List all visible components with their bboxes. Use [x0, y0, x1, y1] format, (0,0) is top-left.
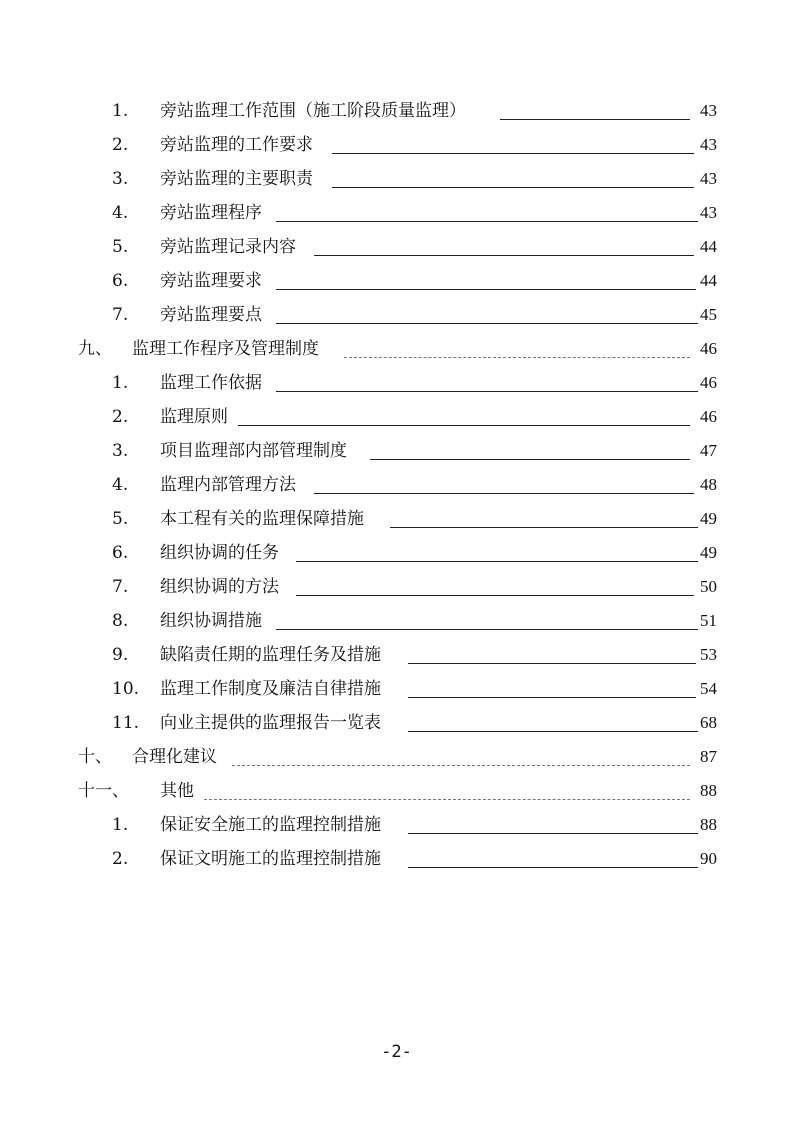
- toc-entry-title: 保证文明施工的监理控制措施: [160, 849, 381, 869]
- toc-entry-number: 1.: [112, 815, 129, 835]
- toc-entry-page: 43: [700, 169, 717, 188]
- toc-entry-number: 6.: [112, 271, 129, 291]
- toc-entry-title: 监理工作程序及管理制度: [132, 339, 319, 359]
- toc-entry-number: 九、: [78, 339, 112, 359]
- toc-entry-title: 旁站监理程序: [160, 203, 262, 223]
- toc-entry[interactable]: [0, 470, 793, 500]
- toc-entry-page: 43: [700, 135, 717, 154]
- toc-leader-line: [296, 595, 694, 596]
- toc-entry-page: 51: [700, 611, 717, 630]
- toc-leader-line: [232, 765, 690, 766]
- toc-entry-page: 46: [700, 373, 717, 392]
- toc-entry-number: 3.: [112, 441, 129, 461]
- toc-entry[interactable]: [0, 810, 793, 840]
- toc-entry-page: 46: [700, 407, 717, 426]
- toc-leader-line: [408, 697, 696, 698]
- toc-leader-line: [332, 187, 694, 188]
- toc-entry-page: 47: [700, 441, 717, 460]
- toc-entry-number: 4.: [112, 203, 129, 223]
- toc-entry[interactable]: [0, 708, 793, 738]
- toc-entry-title: 监理工作制度及廉洁自律措施: [160, 679, 381, 699]
- toc-entry-page: 48: [700, 475, 717, 494]
- toc-entry[interactable]: [0, 198, 793, 228]
- toc-chapter-entry[interactable]: [0, 776, 793, 806]
- toc-leader-line: [314, 255, 694, 256]
- toc-entry-page: 49: [700, 509, 717, 528]
- toc-entry-number: 2.: [112, 849, 129, 869]
- toc-entry-number: 6.: [112, 543, 129, 563]
- toc-entry-number: 10.: [112, 679, 140, 699]
- toc-entry-title: 旁站监理记录内容: [160, 237, 296, 257]
- toc-entry[interactable]: [0, 538, 793, 568]
- toc-entry-number: 4.: [112, 475, 129, 495]
- toc-entry-page: 43: [700, 203, 717, 222]
- toc-entry-title: 组织协调措施: [160, 611, 262, 631]
- toc-leader-line: [314, 493, 694, 494]
- toc-entry[interactable]: [0, 368, 793, 398]
- toc-entry[interactable]: [0, 844, 793, 874]
- toc-leader-line: [276, 221, 698, 222]
- toc-leader-line: [500, 119, 690, 120]
- toc-leader-line: [408, 833, 698, 834]
- toc-entry-number: 十一、: [78, 781, 129, 801]
- toc-leader-line: [296, 561, 698, 562]
- toc-entry-title: 监理原则: [160, 407, 228, 427]
- toc-entry-number: 5.: [112, 509, 129, 529]
- toc-leader-line: [204, 799, 690, 800]
- toc-entry-page: 44: [700, 271, 717, 290]
- toc-leader-line: [408, 663, 696, 664]
- toc-entry-number: 7.: [112, 577, 129, 597]
- toc-leader-line: [390, 527, 698, 528]
- toc-entry-page: 88: [700, 815, 717, 834]
- toc-entry-page: 90: [700, 849, 717, 868]
- toc-entry-number: 3.: [112, 169, 129, 189]
- toc-entry[interactable]: [0, 130, 793, 160]
- toc-leader-line: [276, 391, 698, 392]
- toc-entry-title: 旁站监理的主要职责: [160, 169, 313, 189]
- toc-entry-number: 9.: [112, 645, 129, 665]
- toc-leader-line: [276, 289, 696, 290]
- toc-entry-number: 7.: [112, 305, 129, 325]
- toc-entry-number: 5.: [112, 237, 129, 257]
- toc-entry-title: 缺陷责任期的监理任务及措施: [160, 645, 381, 665]
- toc-entry-title: 旁站监理要求: [160, 271, 262, 291]
- toc-leader-line: [370, 459, 690, 460]
- toc-entry-number: 1.: [112, 373, 129, 393]
- toc-entry-number: 1.: [112, 101, 129, 121]
- toc-entry[interactable]: [0, 232, 793, 262]
- toc-entry-page: 50: [700, 577, 717, 596]
- toc-entry[interactable]: [0, 606, 793, 636]
- toc-entry-page: 87: [700, 747, 717, 766]
- toc-entry[interactable]: [0, 504, 793, 534]
- toc-entry-page: 45: [700, 305, 717, 324]
- toc-leader-line: [332, 153, 694, 154]
- toc-entry-number: 8.: [112, 611, 129, 631]
- page-number: -2-: [381, 1042, 412, 1062]
- toc-entry-number: 11.: [112, 713, 140, 733]
- toc-entry-title: 监理工作依据: [160, 373, 262, 393]
- toc-entry-title: 旁站监理工作范围（施工阶段质量监理）: [160, 101, 466, 121]
- toc-leader-line: [408, 731, 698, 732]
- toc-leader-line: [276, 629, 698, 630]
- toc-entry-number: 十、: [78, 747, 112, 767]
- toc-entry-page: 53: [700, 645, 717, 664]
- toc-entry[interactable]: [0, 640, 793, 670]
- toc-chapter-entry[interactable]: [0, 742, 793, 772]
- toc-entry-title: 旁站监理的工作要求: [160, 135, 313, 155]
- toc-entry-page: 44: [700, 237, 717, 256]
- toc-entry[interactable]: [0, 96, 793, 126]
- toc-chapter-entry[interactable]: [0, 334, 793, 364]
- toc-entry-page: 43: [700, 101, 717, 120]
- toc-entry-title: 旁站监理要点: [160, 305, 262, 325]
- toc-leader-line: [408, 867, 698, 868]
- toc-entry-title: 其他: [160, 781, 194, 801]
- toc-entry[interactable]: [0, 572, 793, 602]
- toc-entry-page: 88: [700, 781, 717, 800]
- toc-entry-page: 54: [700, 679, 717, 698]
- toc-entry-page: 68: [700, 713, 717, 732]
- toc-entry[interactable]: [0, 266, 793, 296]
- toc-entry-title: 向业主提供的监理报告一览表: [160, 713, 381, 733]
- toc-entry[interactable]: [0, 674, 793, 704]
- toc-entry-title: 监理内部管理方法: [160, 475, 296, 495]
- toc-entry-page: 49: [700, 543, 717, 562]
- toc-entry-title: 合理化建议: [132, 747, 217, 767]
- toc-leader-line: [276, 323, 698, 324]
- toc-entry-page: 46: [700, 339, 717, 358]
- toc-entry-title: 组织协调的任务: [160, 543, 279, 563]
- toc-leader-line: [344, 357, 690, 358]
- toc-entry-number: 2.: [112, 407, 129, 427]
- toc-leader-line: [238, 425, 690, 426]
- toc-entry-title: 项目监理部内部管理制度: [160, 441, 347, 461]
- toc-entry-title: 组织协调的方法: [160, 577, 279, 597]
- toc-entry[interactable]: [0, 164, 793, 194]
- toc-entry-title: 保证安全施工的监理控制措施: [160, 815, 381, 835]
- toc-entry[interactable]: [0, 436, 793, 466]
- toc-entry[interactable]: [0, 300, 793, 330]
- toc-entry-number: 2.: [112, 135, 129, 155]
- toc-entry[interactable]: [0, 402, 793, 432]
- toc-entry-title: 本工程有关的监理保障措施: [160, 509, 364, 529]
